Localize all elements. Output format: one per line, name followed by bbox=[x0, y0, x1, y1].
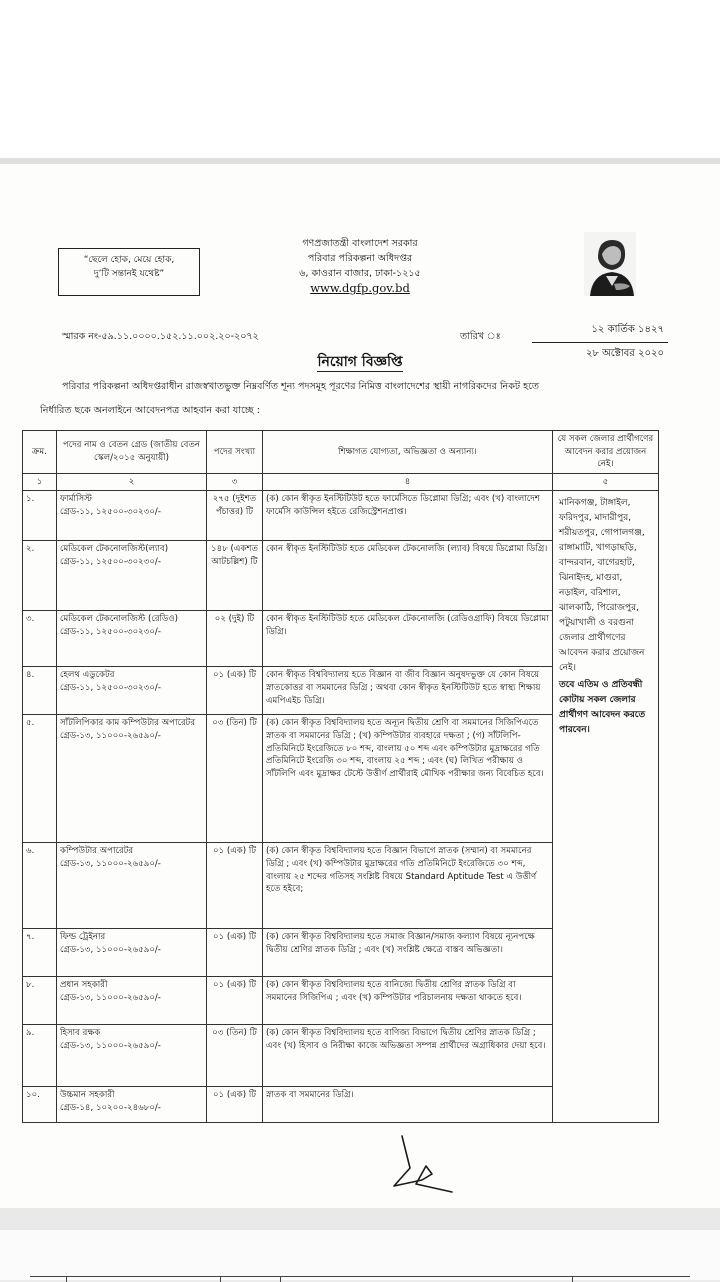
row-serial: ৯. bbox=[23, 1025, 57, 1087]
post-grade: গ্রেড-১১, ১২৫০০-৩০২৩০/- bbox=[60, 626, 161, 637]
excluded-districts: মানিকগঞ্জ, টাঙ্গাইল, ফরিদপুর, মাদারীপুর, শরীয়তপুর, গোপালগঞ্জ, রাঙ্গামাটি, খাগড়াছড়ি, বান্দরবান, বাগেরহাট, ঝিনাইদহ, মাগুরা, নড়াইল, বরিশাল, ঝালকাঠি, পিরোজপুর, পটুয়াখালী ও বরগুনা জেলার প্রার্থীগণের আবেদন করার প্রয়োজন নেই। bbox=[559, 498, 645, 674]
website-link[interactable]: www.dgfp.gov.bd bbox=[310, 281, 410, 295]
row-count: ০১ (এক) টি bbox=[207, 843, 263, 929]
row-count: ২৭৫ (দুইশত পঁচাত্তর) টি bbox=[207, 491, 263, 541]
row-post bbox=[57, 977, 207, 1025]
post-name: উচ্চমান সহকারী bbox=[60, 1090, 115, 1101]
next-page-rule-tick bbox=[572, 1276, 573, 1282]
row-count: ১৪৮ (একশত আটচল্লিশ) টি bbox=[207, 541, 263, 611]
viewer-top-area bbox=[0, 0, 720, 158]
column-number-row bbox=[23, 473, 659, 491]
next-page-rule-tick bbox=[220, 1276, 221, 1282]
header-serial: ক্রম. bbox=[23, 431, 57, 474]
post-grade: গ্রেড-১৩, ১১০০০-২৬৫৯০/- bbox=[60, 944, 161, 955]
slogan-line-1: “ছেলে হোক, মেয়ে হোক, bbox=[83, 255, 175, 265]
post-name: সাঁটলিপিকার কাম কম্পিউটার অপারেটর bbox=[60, 718, 196, 729]
row-post bbox=[57, 929, 207, 977]
row-count: ০১ (এক) টি bbox=[207, 1087, 263, 1123]
post-name: মেডিকেল টেকনোলজিস্ট (রেডিও) bbox=[60, 614, 179, 625]
header-qualification: শিক্ষাগত যোগ্যতা, অভিজ্ঞতা ও অন্যান্য। bbox=[263, 431, 553, 474]
column-number: ১ bbox=[23, 473, 57, 491]
quota-note: তবে এতিম ও প্রতিবন্ধী কোটায় সকল জেলার প্রার্থীগণ আবেদন করতে পারবেন। bbox=[559, 680, 646, 736]
table-header-row bbox=[23, 431, 659, 474]
post-grade: গ্রেড-১১, ১২৫০০-৩০২৩০/- bbox=[60, 556, 161, 567]
post-name: হেলথ এডুকেটর bbox=[60, 670, 115, 681]
row-qualification: কোন স্বীকৃত বিশ্ববিদ্যালয় হতে বিজ্ঞান বা জীব বিজ্ঞান অনুষদভুক্ত যে কোন বিষয়ে স্নাতকোত্তর বা সমমানের ডিগ্রি ; অথবা কোন স্বীকৃত ইনস্টিটিউট হতে স্বাস্থ্য শিক্ষায় এমপিএইচ ডিগ্রি। bbox=[263, 667, 553, 715]
row-count: ০৩ (তিন) টি bbox=[207, 1025, 263, 1087]
intro-line-2: নির্ধারিত ছকে অনলাইনে আবেদনপত্র আহবান করা যাচ্ছে : bbox=[40, 405, 260, 416]
letterhead bbox=[240, 236, 480, 296]
header-post: পদের নাম ও বেতন গ্রেড (জাতীয় বেতন স্কেল/২০১৫ অনুযায়ী) bbox=[57, 431, 207, 474]
row-qualification: (ক) কোন স্বীকৃত বিশ্ববিদ্যালয় হতে সমাজ বিজ্ঞান/সমাজ কল্যাণ বিষয়ে ন্যূনপক্ষে দ্বিতীয় শ্রেণির স্নাতক ডিগ্রি ; এবং (খ) সংশ্লিষ্ট ক্ষেত্রে বাস্তব অভিজ্ঞতা। bbox=[263, 929, 553, 977]
row-count: ০১ (এক) টি bbox=[207, 977, 263, 1025]
row-count: ০১ (এক) টি bbox=[207, 667, 263, 715]
post-name: ফার্মাসিস্ট bbox=[60, 494, 92, 505]
header-count: পদের সংখ্যা bbox=[207, 431, 263, 474]
row-qualification: কোন স্বীকৃত ইনস্টিটিউট হতে মেডিকেল টেকনোলজি (ল্যাব) বিষয়ে ডিপ্লোমা ডিগ্রি। bbox=[263, 541, 553, 611]
post-grade: গ্রেড-১১, ১২৫০০-৩০২৩০/- bbox=[60, 506, 161, 517]
row-post bbox=[57, 715, 207, 843]
row-post bbox=[57, 843, 207, 929]
notice-title-text: নিয়োগ বিজ্ঞপ্তি bbox=[317, 354, 403, 370]
post-grade: গ্রেড-১১, ১২৫০০-৩০২৩০/- bbox=[60, 682, 161, 693]
date-bangla: ১২ কার্তিক ১৪২৭ bbox=[532, 320, 668, 343]
post-name: মেডিকেল টেকনোলজিস্ট(ল্যাব) bbox=[60, 544, 169, 555]
portrait-logo bbox=[584, 232, 636, 296]
district-remarks bbox=[553, 491, 659, 1123]
next-page-rule-tick bbox=[280, 1276, 281, 1282]
row-qualification: কোন স্বীকৃত ইনস্টিটিউট হতে মেডিকেল টেকনোলজি (রেডিওগ্রাফি) বিষয়ে ডিপ্লোমা ডিগ্রি। bbox=[263, 611, 553, 667]
row-post bbox=[57, 1025, 207, 1087]
row-serial: ১. bbox=[23, 491, 57, 541]
next-page-rule-tick bbox=[66, 1276, 67, 1282]
row-count: ০২ (দুই) টি bbox=[207, 611, 263, 667]
row-count: ০৩ (তিন) টি bbox=[207, 715, 263, 843]
column-number: ৩ bbox=[207, 473, 263, 491]
table-row bbox=[23, 491, 659, 541]
notice-title bbox=[0, 350, 720, 374]
column-number: ৫ bbox=[553, 473, 659, 491]
row-serial: ৭. bbox=[23, 929, 57, 977]
post-grade: গ্রেড-১৪, ১০২০০-২৪৬৮০/- bbox=[60, 1102, 161, 1113]
row-qualification: (ক) কোন স্বীকৃত বিশ্ববিদ্যালয় হতে বানিজ্যে দ্বিতীয় শ্রেণির স্নাতক ডিগ্রি বা সমমানের সিজিপিএ ; এবং (খ) কম্পিউটার পরিচালনায় দক্ষতা থাকতে হবে। bbox=[263, 977, 553, 1025]
column-number: ২ bbox=[57, 473, 207, 491]
date-label: তারিখ ঃ bbox=[460, 331, 501, 342]
row-serial: ১০. bbox=[23, 1087, 57, 1123]
slogan-line-2: দু’টি সন্তানই যথেষ্ট” bbox=[93, 269, 165, 279]
row-count: ০১ (এক) টি bbox=[207, 929, 263, 977]
signature-mark bbox=[372, 1128, 462, 1200]
row-serial: ২. bbox=[23, 541, 57, 611]
row-serial: ৬. bbox=[23, 843, 57, 929]
memo-number: স্মারক নং-৫৯.১১.০০০০.১৫২.১১.০০২.২০-২০৭২ bbox=[62, 331, 259, 342]
vacancy-table bbox=[22, 430, 659, 1123]
row-post bbox=[57, 1087, 207, 1123]
row-post bbox=[57, 491, 207, 541]
department-name: পরিবার পরিকল্পনা অধিদপ্তর bbox=[307, 253, 413, 264]
govt-name: গণপ্রজাতন্ত্রী বাংলাদেশ সরকার bbox=[302, 238, 418, 249]
row-serial: ৪. bbox=[23, 667, 57, 715]
column-number: ৪ bbox=[263, 473, 553, 491]
row-post bbox=[57, 667, 207, 715]
row-qualification: (ক) কোন স্বীকৃত বিশ্ববিদ্যালয় হতে বাণিজ্য বিভাগে দ্বিতীয় শ্রেণির স্নাতক ডিগ্রি ; এবং (খ) হিসাব ও নিরীক্ষা কাজে অভিজ্ঞতা সম্পন্ন প্রার্থীদের অগ্রাধিকার দেয়া হবে। bbox=[263, 1025, 553, 1087]
date-english: ২৮ অক্টোবর ২০২০ bbox=[585, 348, 664, 359]
slogan-box bbox=[58, 248, 200, 296]
row-serial: ৩. bbox=[23, 611, 57, 667]
address: ৬, কাওরান বাজার, ঢাকা-১২১৫ bbox=[299, 268, 421, 279]
header-districts: যে সকল জেলার প্রার্থীগণের আবেদন করার প্রয়োজন নেই। bbox=[553, 431, 659, 474]
row-post bbox=[57, 611, 207, 667]
row-qualification: (ক) কোন স্বীকৃত বিশ্ববিদ্যালয় হতে বিজ্ঞান বিভাগে স্নাতক (সম্মান) বা সমমানের ডিগ্রি ; এবং (খ) কম্পিউটার মুদ্রাক্ষরের গতি প্রতিমিনিটে ইংরেজিতে ৩০ শব্দ, বাংলায় ২৫ শব্দের গতিসহ সংশ্লিষ্ট বিষয়ে Standard Aptitude Test এ উত্তীর্ণ হতে হইবে; bbox=[263, 843, 553, 929]
row-serial: ৫. bbox=[23, 715, 57, 843]
row-qualification: (ক) কোন স্বীকৃত ইনস্টিটিউট হতে ফার্মেসিতে ডিপ্লোমা ডিগ্রি; এবং (খ) বাংলাদেশ ফার্মেসি কাউন্সিল হইতে রেজিস্ট্রেশনপ্রাপ্ত। bbox=[263, 491, 553, 541]
row-serial: ৮. bbox=[23, 977, 57, 1025]
next-page-rule bbox=[30, 1276, 690, 1277]
post-name: কম্পিউটার অপারেটর bbox=[60, 846, 134, 857]
post-grade: গ্রেড-১৩, ১১০০০-২৬৫৯০/- bbox=[60, 730, 161, 741]
row-post bbox=[57, 541, 207, 611]
post-name: হিসাব রক্ষক bbox=[60, 1028, 101, 1039]
post-name: ফিল্ড ট্রেইনার bbox=[60, 932, 106, 943]
post-grade: গ্রেড-১৩, ১১০০০-২৬৫৯০/- bbox=[60, 992, 161, 1003]
row-qualification: স্নাতক বা সমমানের ডিগ্রি। bbox=[263, 1087, 553, 1123]
next-page-preview bbox=[0, 1230, 720, 1280]
row-qualification: (ক) কোন স্বীকৃত বিশ্ববিদ্যালয় হতে অন্যূন দ্বিতীয় শ্রেণি বা সমমানের সিজিপিএতে স্নাতক বা সমমানের ডিগ্রি ; (খ) কম্পিউটার ব্যবহারে দক্ষতা ; (গ) সাঁটলিপি-প্রতিমিনিটে ইংরেজিতে ৮০ শব্দ, বাংলায় ৫০ শব্দ এবং কম্পিউটার মুদ্রাক্ষরের গতি প্রতিমিনিটে ইংরেজি ৩০ শব্দ, বাংলায় ২৫ শব্দ ; এবং (ঘ) লিখিত পরীক্ষায় ও সাঁটলিপি এবং মুদ্রাক্ষর টেস্টে উত্তীর্ণ প্রার্থীরাই মৌখিক পরীক্ষার জন্য বিবেচিত হবে। bbox=[263, 715, 553, 843]
post-grade: গ্রেড-১৩, ১১০০০-২৬৫৯০/- bbox=[60, 858, 161, 869]
post-name: প্রধান সহকারী bbox=[60, 980, 108, 991]
post-grade: গ্রেড-১৩, ১১০০০-২৬৫৯০/- bbox=[60, 1040, 161, 1051]
intro-line-1: পরিবার পরিকল্পনা অধিদপ্তরাধীন রাজস্বখাতভুক্ত নিম্নবর্ণিত শূন্য পদসমূহ পূরণের নিমিত্ত বাংলাদেশের স্থায়ী নাগরিকদের নিকট হতে bbox=[62, 381, 540, 392]
